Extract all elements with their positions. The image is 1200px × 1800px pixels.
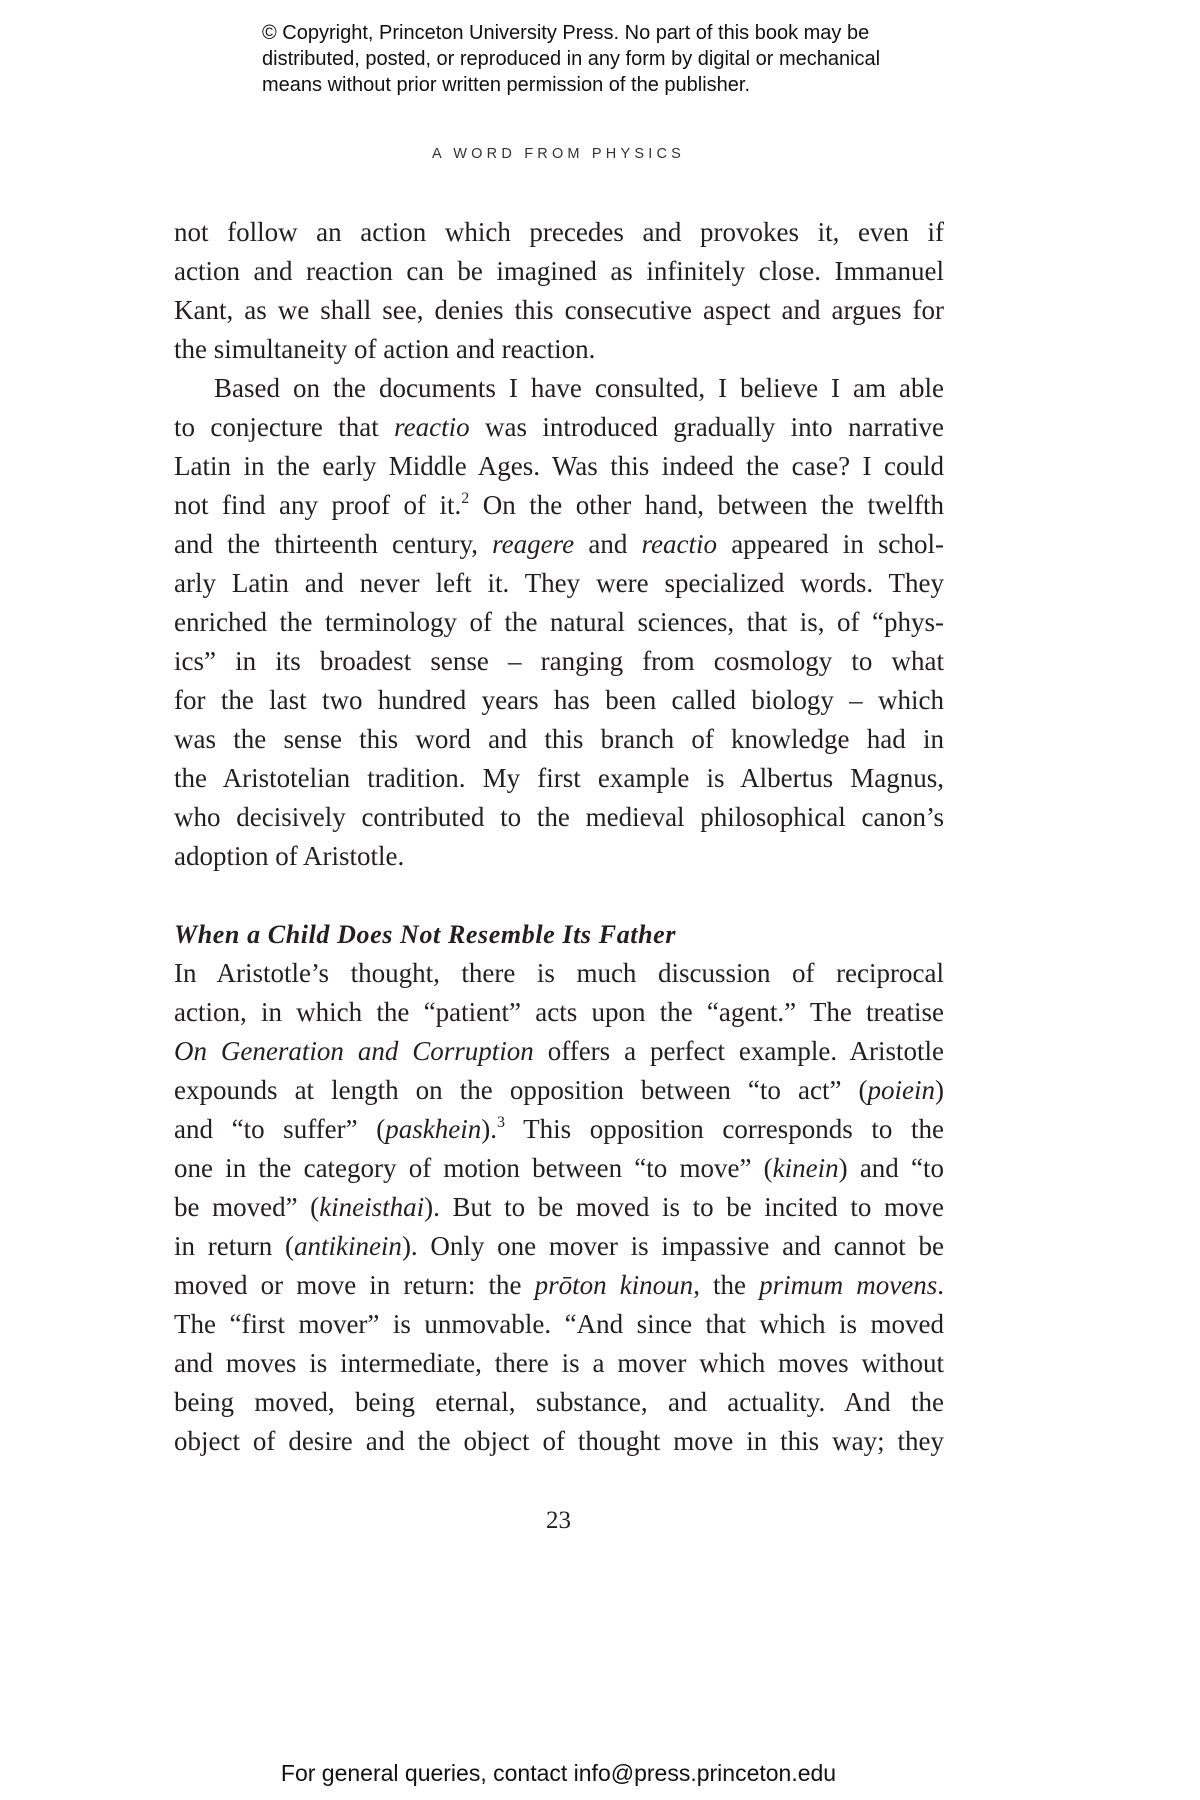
text-line: The “first mover” is unmovable. “And since that which is moved bbox=[174, 1309, 944, 1339]
text-run: ) and “to bbox=[838, 1153, 944, 1183]
text-line bbox=[174, 1188, 944, 1227]
text-line bbox=[174, 1032, 944, 1071]
latin-term: reactio bbox=[641, 529, 717, 559]
text-line: the simultaneity of action and reaction. bbox=[174, 334, 596, 364]
copyright-line: distributed, posted, or reproduced in any form by digital or mechanical bbox=[262, 48, 881, 70]
text-line: being moved, being eternal, substance, and actuality. And the bbox=[174, 1387, 944, 1417]
text-line: was the sense this word and this branch of knowledge had in bbox=[174, 724, 944, 754]
text-line: Latin in the early Middle Ages. Was this indeed the case? I could bbox=[174, 451, 944, 481]
section-break bbox=[174, 876, 944, 915]
text-run: moved or move in return: the bbox=[174, 1270, 535, 1300]
text-run: and bbox=[574, 529, 642, 559]
text-line bbox=[174, 1227, 944, 1266]
text-run: and “to suffer” ( bbox=[174, 1114, 386, 1144]
footnote-marker: 3 bbox=[496, 1114, 505, 1131]
footer-contact: For general queries, contact info@press.princeton.edu bbox=[280, 1760, 837, 1786]
text-line: In Aristotle’s thought, there is much discussion of reciprocal bbox=[174, 958, 944, 988]
latin-term: reactio bbox=[394, 412, 470, 442]
page-number: 23 bbox=[546, 1507, 571, 1534]
text-line: enriched the terminology of the natural sciences, that is, of “phys- bbox=[174, 607, 944, 637]
latin-term: primum movens bbox=[759, 1270, 938, 1300]
text-line: who decisively contributed to the medieval philosophical canon’s bbox=[174, 802, 944, 832]
text-line: action and reaction can be imagined as infinitely close. Immanuel bbox=[174, 256, 944, 286]
latin-term: reagere bbox=[492, 529, 575, 559]
text-run: ). But to be moved is to be incited to move bbox=[424, 1192, 944, 1222]
text-line: Based on the documents I have consulted, I believe I am able bbox=[214, 373, 944, 403]
text-run: in return ( bbox=[174, 1231, 294, 1261]
text-line: and moves is intermediate, there is a mover which moves without bbox=[174, 1348, 944, 1378]
text-run: appeared in schol- bbox=[717, 529, 944, 559]
paragraph-1 bbox=[174, 213, 944, 369]
copyright-line: means without prior written permission of the publisher. bbox=[262, 74, 751, 96]
text-run: ) bbox=[935, 1075, 944, 1105]
greek-term: kineisthai bbox=[319, 1192, 425, 1222]
text-run: and the thirteenth century, bbox=[174, 529, 493, 559]
text-line bbox=[174, 408, 944, 447]
text-line: ics” in its broadest sense – ranging from cosmology to what bbox=[174, 646, 944, 676]
greek-term: paskhein bbox=[385, 1114, 482, 1144]
text-run: . bbox=[937, 1270, 944, 1300]
footnote-marker: 2 bbox=[461, 490, 470, 507]
text-line: not follow an action which precedes and provokes it, even if bbox=[174, 217, 944, 247]
text-run: to conjecture that bbox=[174, 412, 395, 442]
text-line bbox=[174, 1110, 944, 1149]
text-run: not find any proof of it. bbox=[174, 490, 462, 520]
text-line bbox=[174, 486, 944, 525]
text-run: one in the category of motion between “to move” ( bbox=[174, 1153, 773, 1183]
text-line bbox=[174, 1149, 944, 1188]
text-line: for the last two hundred years has been called biology – which bbox=[174, 685, 944, 715]
greek-term: prōton kinoun bbox=[534, 1270, 694, 1300]
greek-term: poiein bbox=[867, 1075, 935, 1105]
paragraph-2 bbox=[174, 369, 944, 876]
text-line bbox=[174, 1071, 944, 1110]
text-line: action, in which the “patient” acts upon the “agent.” The treatise bbox=[174, 997, 944, 1027]
text-line: arly Latin and never left it. They were specialized words. They bbox=[174, 568, 944, 598]
text-line: Kant, as we shall see, denies this consecutive aspect and argues for bbox=[174, 295, 944, 325]
text-run: expounds at length on the opposition between “to act” ( bbox=[174, 1075, 868, 1105]
text-line: object of desire and the object of thought move in this way; they bbox=[174, 1426, 944, 1456]
text-line: the Aristotelian tradition. My first example is Albertus Magnus, bbox=[174, 763, 944, 793]
text-line: adoption of Aristotle. bbox=[174, 841, 405, 871]
text-run: , the bbox=[693, 1270, 760, 1300]
running-head: A WORD FROM PHYSICS bbox=[431, 146, 685, 162]
text-run: was introduced gradually into narrative bbox=[469, 412, 944, 442]
greek-term: kinein bbox=[772, 1153, 839, 1183]
text-line bbox=[174, 1266, 944, 1305]
body-text bbox=[174, 213, 944, 1461]
paragraph-3 bbox=[174, 954, 944, 1461]
book-title: On Generation and Corruption bbox=[174, 1036, 534, 1066]
text-run: This opposition corresponds to the bbox=[504, 1114, 944, 1144]
greek-term: antikinein bbox=[293, 1231, 402, 1261]
text-run: be moved” ( bbox=[174, 1192, 320, 1222]
copyright-notice bbox=[262, 20, 982, 98]
text-line bbox=[174, 525, 944, 564]
text-run: ). Only one mover is impassive and cannot be bbox=[401, 1231, 944, 1261]
text-run: offers a perfect example. Aristotle bbox=[533, 1036, 944, 1066]
text-run: On the other hand, between the twelfth bbox=[469, 490, 944, 520]
section-heading: When a Child Does Not Resemble Its Father bbox=[174, 920, 677, 949]
text-run: ). bbox=[481, 1114, 497, 1144]
copyright-line: © Copyright, Princeton University Press. No part of this book may be bbox=[262, 22, 870, 44]
